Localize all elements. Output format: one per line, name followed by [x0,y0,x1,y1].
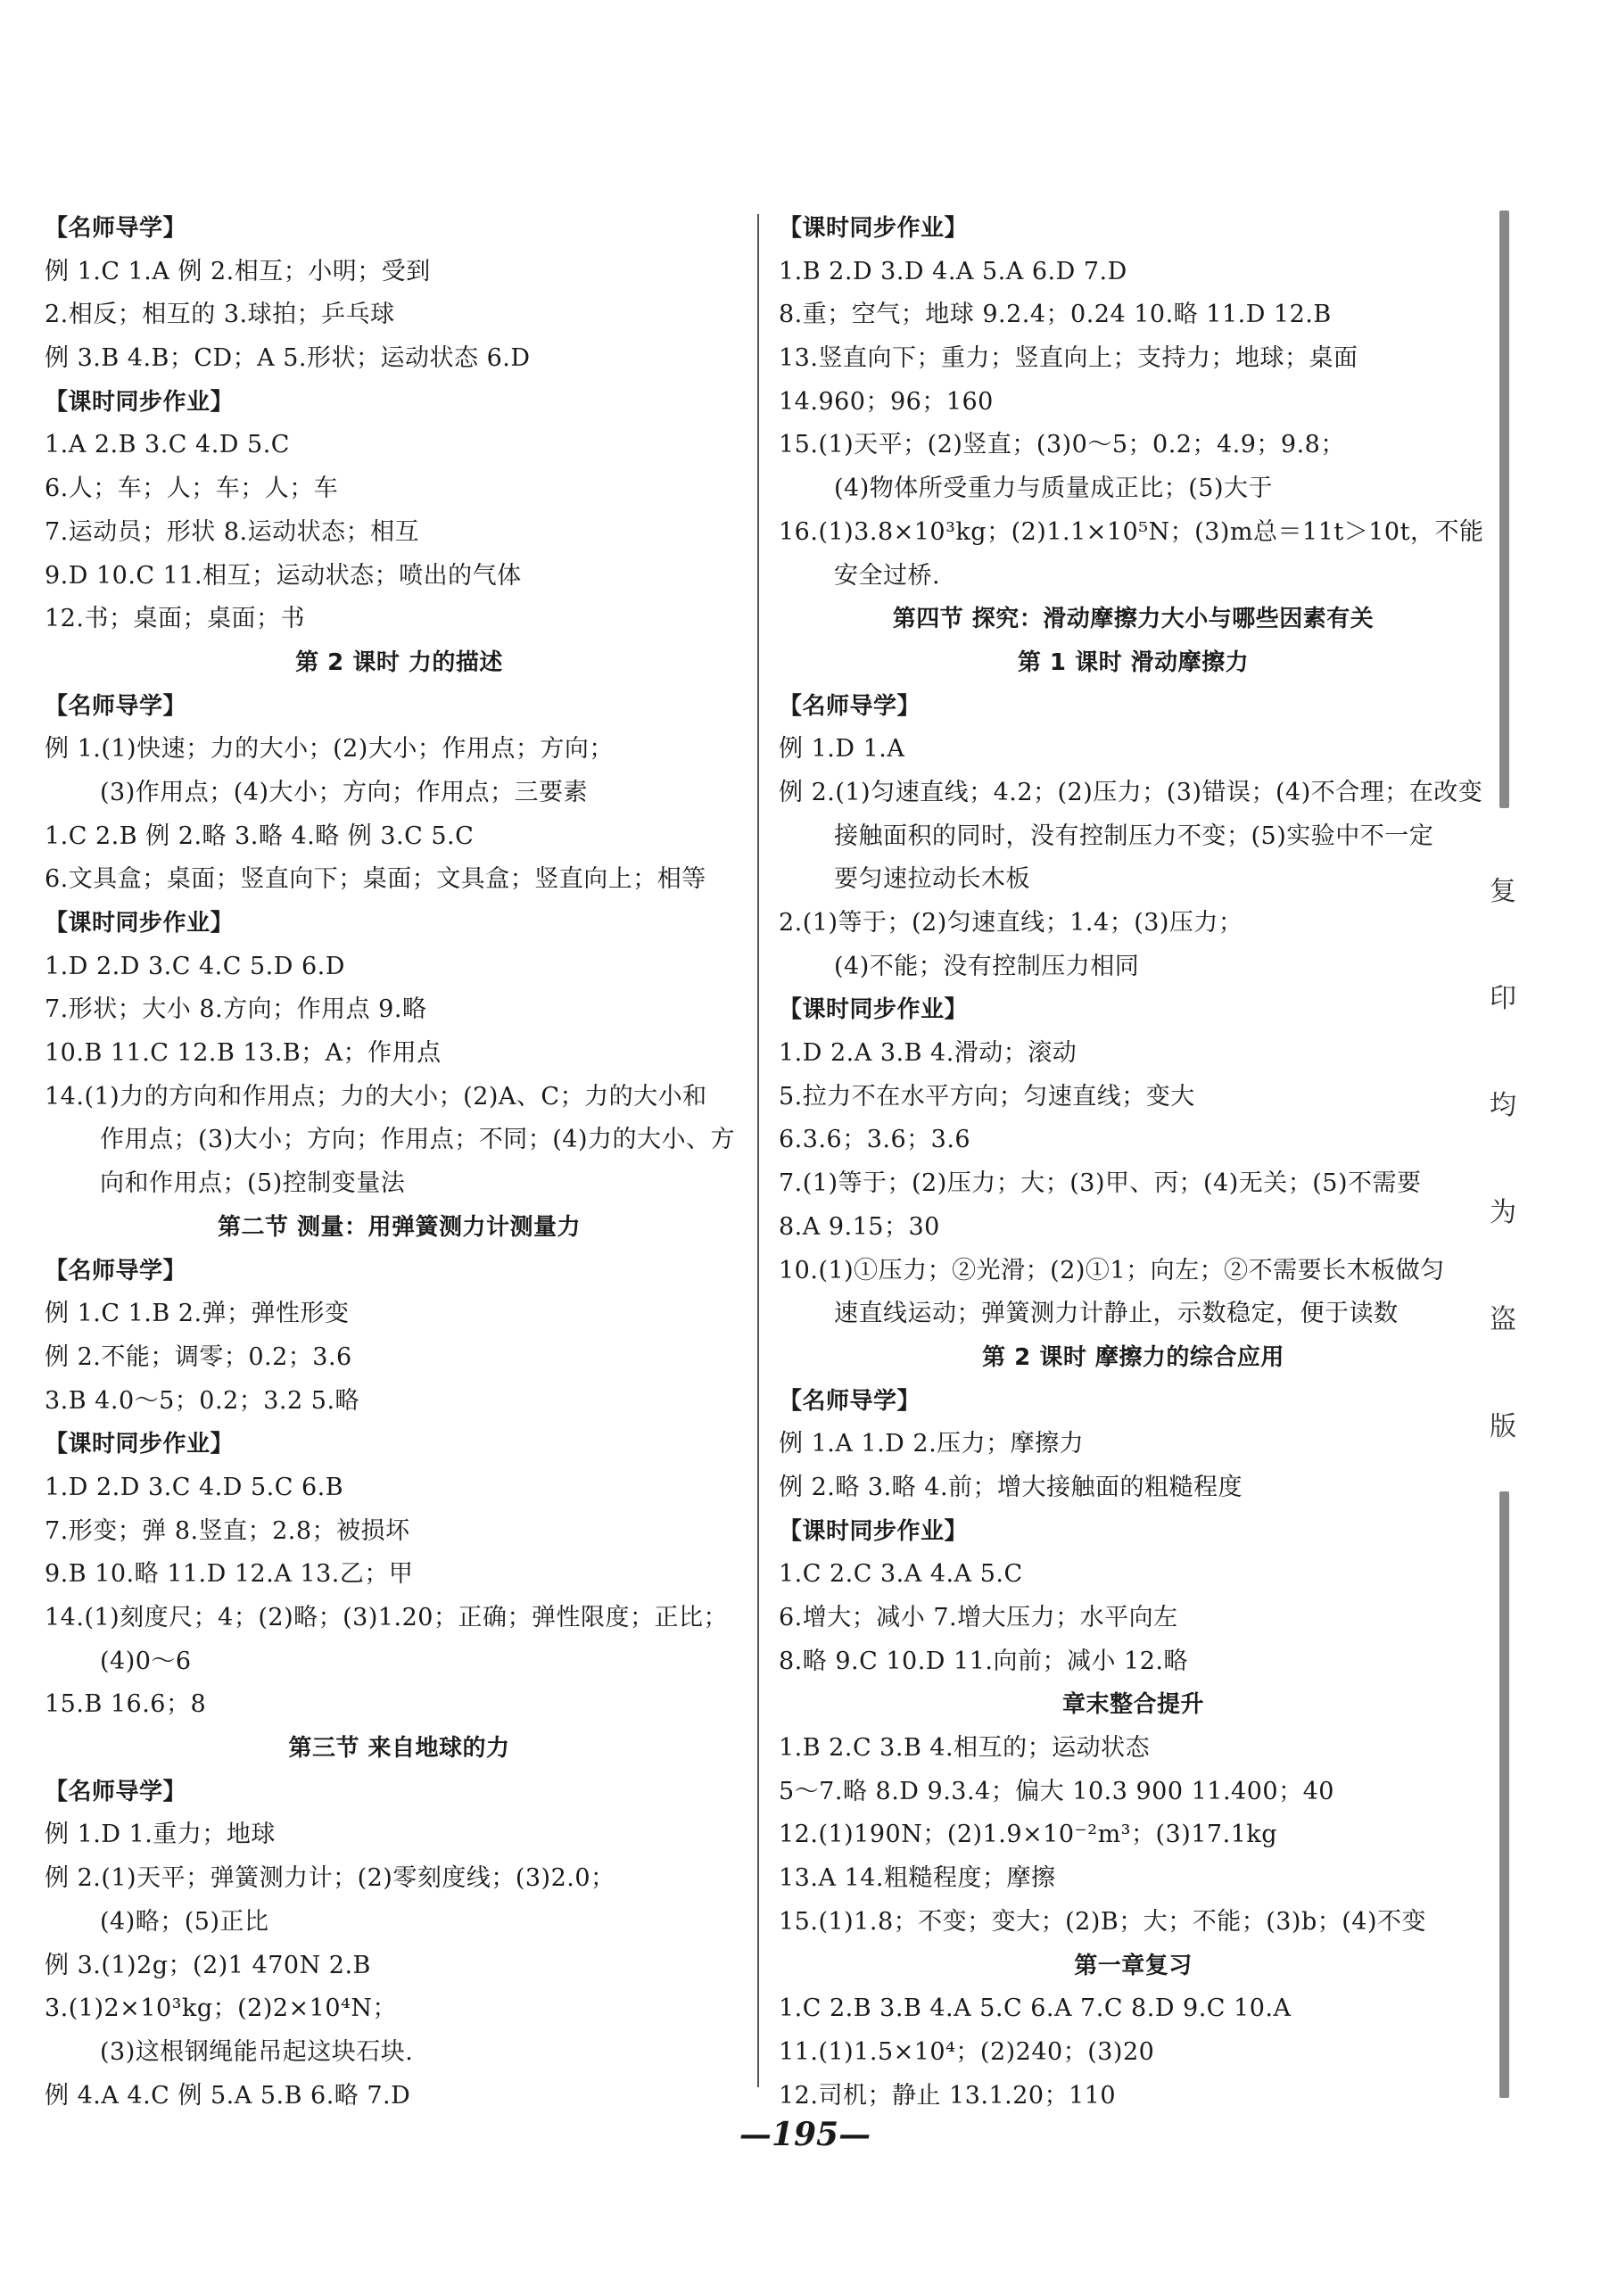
answer-line: 向和作用点；(5)控制变量法 [100,1169,406,1198]
answer-line: 6.人；车；人；车；人；车 [45,475,339,503]
answer-line: 例 1.C 1.A 例 2.相互；小明；受到 [45,257,431,285]
answer-line: 14.(1)刻度尺；4；(2)略；(3)1.20；正确；弹性限度；正比； [45,1604,728,1631]
lesson-title: 第 2 课时 力的描述 [295,648,503,676]
answer-line: 13.竖直向下；重力；竖直向上；支持力；地球；桌面 [779,344,1358,373]
answer-line: 1.D 2.D 3.C 4.D 5.C 6.B [45,1473,344,1501]
sidebar-char: 复 [1490,876,1516,907]
answer-line: 2.(1)等于；(2)匀速直线；1.4；(3)压力； [779,909,1243,937]
answer-line: (4)0～6 [100,1647,192,1675]
answer-line: 9.D 10.C 11.相互；运动状态；喷出的气体 [45,561,522,590]
answer-line: 1.D 2.D 3.C 4.C 5.D 6.D [45,952,345,980]
answer-line: 例 2.(1)天平；弹簧测力计；(2)零刻度线；(3)2.0； [45,1864,615,1893]
answer-line: 14.960；96；160 [779,387,994,416]
answer-line: 8.略 9.C 10.D 11.向前；减小 12.略 [779,1647,1188,1675]
sidebar-bar-bottom [1499,1491,1509,2098]
answer-line: 1.D 2.A 3.B 4.滑动；滚动 [779,1039,1077,1068]
answer-line: 16.(1)3.8×10³kg；(2)1.1×10⁵N；(3)m总＝11t＞10t，不能 [779,517,1484,546]
answer-line: 6.文具盒；桌面；竖直向下；桌面；文具盒；竖直向上；相等 [45,865,706,894]
lesson-title: 第一章复习 [1074,1952,1193,1979]
right-answer-column [779,207,1488,2118]
lesson-title: 第四节 探究：滑动摩擦力大小与哪些因素有关 [892,606,1375,633]
answer-line: 13.A 14.粗糙程度；摩擦 [779,1864,1056,1893]
answer-line: 7.形变；弹 8.竖直；2.8；被损坏 [45,1516,410,1545]
answer-line: 例 1.C 1.B 2.弹；弹性形变 [45,1300,350,1328]
lesson-title: 第二节 测量：用弹簧测力计测量力 [217,1213,582,1241]
answer-line: 3.B 4.0～5；0.2；3.2 5.略 [45,1386,360,1415]
sidebar-char: 盗 [1490,1304,1516,1335]
answer-line: (3)作用点；(4)大小；方向；作用点；三要素 [100,778,588,806]
section-heading: 【课时同步作业】 [45,388,235,416]
column-divider [757,214,759,2087]
answer-line: 15.(1)天平；(2)竖直；(3)0～5；0.2；4.9；9.8； [779,431,1345,459]
answer-line: 15.B 16.6；8 [45,1690,207,1719]
answer-line: 1.B 2.C 3.B 4.相互的；运动状态 [779,1734,1151,1763]
answer-line: 12.书；桌面；桌面；书 [45,605,305,633]
lesson-title: 第三节 来自地球的力 [288,1735,510,1763]
answer-line: 8.重；空气；地球 9.2.4；0.24 10.略 11.D 12.B [779,301,1332,329]
answer-line: 要匀速拉动长木板 [834,865,1030,894]
answer-line: 例 1.A 1.D 2.压力；摩擦力 [779,1430,1085,1458]
answer-line: 作用点；(3)大小；方向；作用点；不同；(4)力的大小、方 [100,1126,735,1154]
page-number: —195— [739,2116,871,2153]
answer-line: 1.B 2.D 3.D 4.A 5.A 6.D 7.D [779,257,1127,285]
answer-line: 12.(1)190N；(2)1.9×10⁻²m³；(3)17.1kg [779,1821,1278,1849]
answer-line: 例 1.(1)快速；力的大小；(2)大小；作用点；方向； [45,735,614,764]
answer-line: 2.相反；相互的 3.球拍；乒乓球 [45,301,395,329]
answer-line: 7.运动员；形状 8.运动状态；相互 [45,517,420,546]
answer-line: 5～7.略 8.D 9.3.4；偏大 10.3 900 11.400；40 [779,1777,1334,1805]
answer-line: 15.(1)1.8；不变；变大；(2)B；大；不能；(3)b；(4)不变 [779,1907,1426,1936]
answer-line: 9.B 10.略 11.D 12.A 13.乙；甲 [45,1560,414,1589]
answer-line: 例 2.不能；调零；0.2；3.6 [45,1342,352,1371]
answer-line: 1.C 2.B 3.B 4.A 5.C 6.A 7.C 8.D 9.C 10.A [779,1995,1292,2023]
answer-line: 例 1.D 1.A [779,735,905,764]
answer-line: (3)这根钢绳能吊起这块石块. [100,2037,414,2066]
answer-line: 安全过桥. [834,561,941,590]
sidebar-char: 印 [1490,983,1516,1014]
answer-line: 例 2.(1)匀速直线；4.2；(2)压力；(3)错误；(4)不合理；在改变 [779,778,1483,806]
answer-line: 例 3.(1)2g；(2)1 470N 2.B [45,1951,371,1979]
answer-line: 3.(1)2×10³kg；(2)2×10⁴N； [45,1995,397,2023]
section-heading: 【课时同步作业】 [779,1517,969,1545]
lesson-title: 章末整合提升 [1061,1691,1204,1719]
section-heading: 【名师导学】 [45,215,187,242]
sidebar-char: 为 [1490,1197,1516,1228]
answer-line: 速直线运动；弹簧测力计静止，示数稳定，便于读数 [834,1300,1399,1328]
answer-line: 6.增大；减小 7.增大压力；水平向左 [779,1604,1178,1631]
section-heading: 【课时同步作业】 [779,215,969,242]
section-heading: 【名师导学】 [779,692,921,720]
answer-line: 10.(1)①压力；②光滑；(2)①1；向左；②不需要长木板做匀 [779,1256,1445,1284]
answer-line: 例 4.A 4.C 例 5.A 5.B 6.略 7.D [45,2081,411,2110]
section-heading: 【课时同步作业】 [45,910,235,937]
section-heading: 【课时同步作业】 [779,996,969,1024]
lesson-title: 第 2 课时 摩擦力的综合应用 [982,1343,1284,1371]
answer-line: 11.(1)1.5×10⁴；(2)240；(3)20 [779,2037,1155,2066]
answer-line: 14.(1)力的方向和作用点；力的大小；(2)A、C；力的大小和 [45,1082,707,1111]
answer-line: 10.B 11.C 12.B 13.B；A；作用点 [45,1039,442,1068]
answer-line: 5.拉力不在水平方向；匀速直线；变大 [779,1082,1195,1111]
answer-line: (4)物体所受重力与质量成正比；(5)大于 [834,475,1273,503]
sidebar-char: 版 [1490,1411,1516,1442]
answer-line: 1.C 2.B 例 2.略 3.略 4.略 例 3.C 5.C [45,822,475,850]
left-answer-column [45,207,754,2118]
lesson-title: 第 1 课时 滑动摩擦力 [1017,648,1250,676]
answer-line: 接触面积的同时，没有控制压力不变；(5)实验中不一定 [834,822,1434,850]
answer-line: 7.(1)等于；(2)压力；大；(3)甲、丙；(4)无关；(5)不需要 [779,1169,1422,1198]
answer-line: 8.A 9.15；30 [779,1212,940,1241]
answer-line: 6.3.6；3.6；3.6 [779,1126,971,1154]
sidebar-bar-top [1499,211,1509,808]
answer-line: 1.A 2.B 3.C 4.D 5.C [45,431,290,459]
answer-line: (4)略；(5)正比 [100,1907,269,1936]
section-heading: 【课时同步作业】 [45,1431,235,1458]
answer-line: 例 3.B 4.B；CD；A 5.形状；运动状态 6.D [45,344,531,373]
answer-line: 例 2.略 3.略 4.前；增大接触面的粗糙程度 [779,1473,1243,1501]
answer-line: 12.司机；静止 13.1.20；110 [779,2081,1117,2110]
answer-line: 1.C 2.C 3.A 4.A 5.C [779,1560,1023,1589]
section-heading: 【名师导学】 [779,1387,921,1415]
answer-line: 例 1.D 1.重力；地球 [45,1821,276,1849]
section-heading: 【名师导学】 [45,1778,187,1805]
section-heading: 【名师导学】 [45,692,187,720]
section-heading: 【名师导学】 [45,1257,187,1284]
sidebar-char: 均 [1490,1090,1516,1121]
answer-line: (4)不能；没有控制压力相同 [834,952,1140,980]
answer-line: 7.形状；大小 8.方向；作用点 9.略 [45,995,427,1024]
